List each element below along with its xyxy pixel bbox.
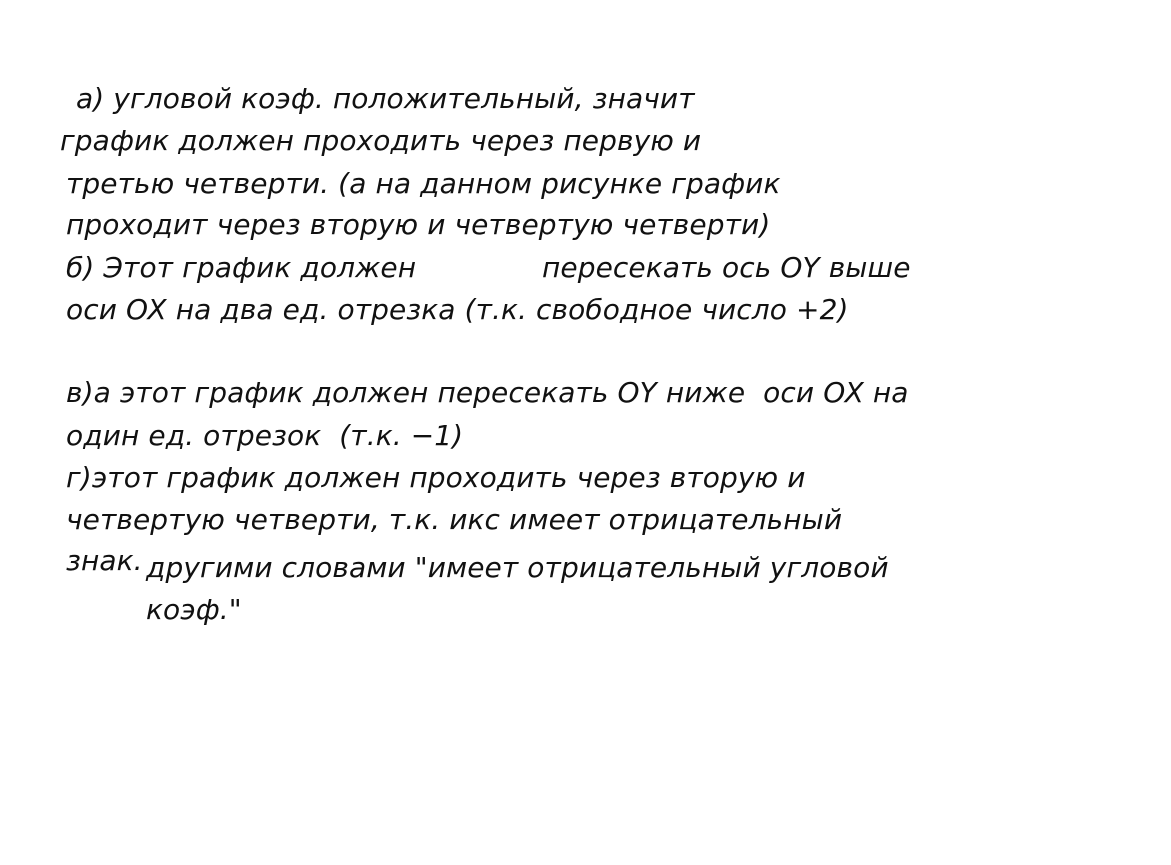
answer-a-line-3: третью четверти. (а на данном рисунке график [66, 167, 781, 200]
answer-v-line-1: в)а этот график должен пересекать OY ниже оси OX на [66, 376, 909, 409]
answer-a-line-4: проходит через вторую и четвертую четверти) [66, 208, 771, 241]
answer-g-line-3: знак. [66, 544, 143, 577]
answer-a-line-1: а) угловой коэф. положительный, значит [76, 82, 695, 115]
answer-b-line-1-end: пересекать ось OY выше [542, 251, 911, 284]
answer-a-line-2: график должен проходить через первую и [60, 124, 702, 157]
answer-b-line-2: оси OX на два ед. отрезка (т.к. свободное число +2) [66, 293, 849, 326]
answer-g-note-line-2: коэф." [146, 593, 242, 626]
answer-g-line-2: четвертую четверти, т.к. икс имеет отрицательный [66, 503, 843, 536]
answer-g-note-line-1: другими словами "имеет отрицательный угловой [146, 551, 889, 584]
answer-v-line-2: один ед. отрезок (т.к. −1) [66, 419, 464, 452]
answer-g-line-1: г)этот график должен проходить через вторую и [66, 461, 806, 494]
answer-b-line-1-start: б) Этот график должен [66, 251, 417, 284]
